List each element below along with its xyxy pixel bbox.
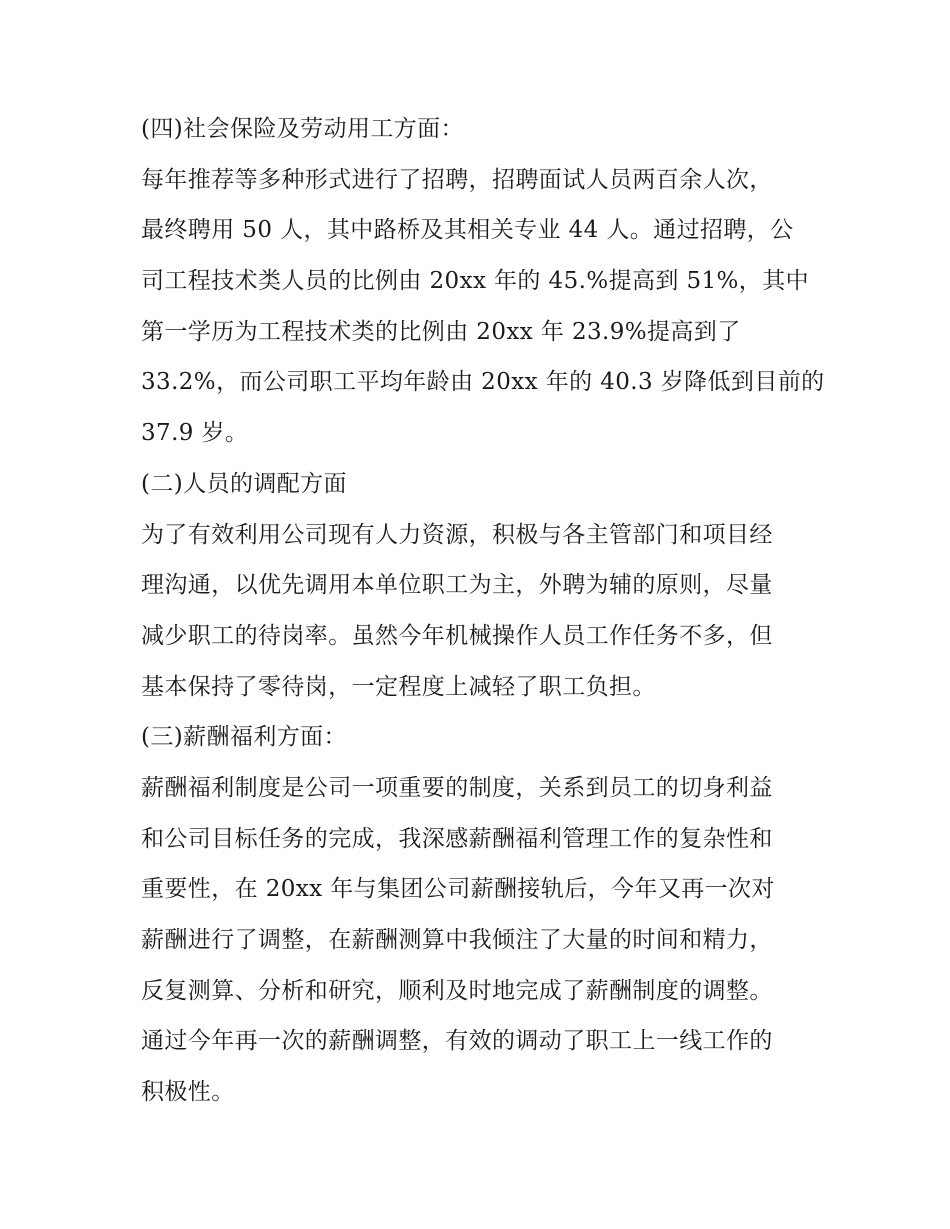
section-heading-compensation: (三)薪酬福利方面： (141, 724, 347, 751)
paragraph-line: 第一学历为工程技术类的比例由 20xx 年 23.9%提高到了 (141, 318, 741, 345)
paragraph-line: 通过今年再一次的薪酬调整，有效的调动了职工上一线工作的 (141, 1028, 773, 1055)
section-heading-social-insurance: (四)社会保险及劳动用工方面： (141, 116, 464, 142)
section-heading-staff-allocation: (二)人员的调配方面 (141, 470, 347, 497)
paragraph-line: 每年推荐等多种形式进行了招聘，招聘面试人员两百余人次， (141, 166, 773, 193)
paragraph-line: 理沟通，以优先调用本单位职工为主，外聘为辅的原则，尽量 (141, 572, 773, 599)
paragraph-line: 反复测算、分析和研究，顺利及时地完成了薪酬制度的调整。 (141, 977, 773, 1004)
paragraph-line: 减少职工的待岗率。虽然今年机械操作人员工作任务不多，但 (141, 622, 773, 649)
paragraph-line: 薪酬福利制度是公司一项重要的制度，关系到员工的切身利益 (141, 774, 773, 801)
paragraph-line: 积极性。 (141, 1079, 235, 1106)
document-body (141, 104, 825, 1118)
paragraph-line: 司工程技术类人员的比例由 20xx 年的 45.%提高到 51%，其中 (141, 268, 810, 295)
paragraph-line: 重要性，在 20xx 年与集团公司薪酬接轨后，今年又再一次对 (141, 876, 775, 903)
paragraph-line: 薪酬进行了调整，在薪酬测算中我倾注了大量的时间和精力， (141, 927, 773, 953)
paragraph-line: 和公司目标任务的完成，我深感薪酬福利管理工作的复杂性和 (141, 825, 773, 852)
paragraph-line: 37.9 岁。 (141, 420, 249, 447)
paragraph-line: 33.2%，而公司职工平均年龄由 20xx 年的 40.3 岁降低到目前的 (141, 369, 825, 396)
paragraph-line: 最终聘用 50 人，其中路桥及其相关专业 44 人。通过招聘，公 (141, 217, 794, 244)
paragraph-line: 基本保持了零待岗，一定程度上减轻了职工负担。 (141, 673, 656, 700)
paragraph-line: 为了有效利用公司现有人力资源，积极与各主管部门和项目经 (141, 521, 773, 548)
